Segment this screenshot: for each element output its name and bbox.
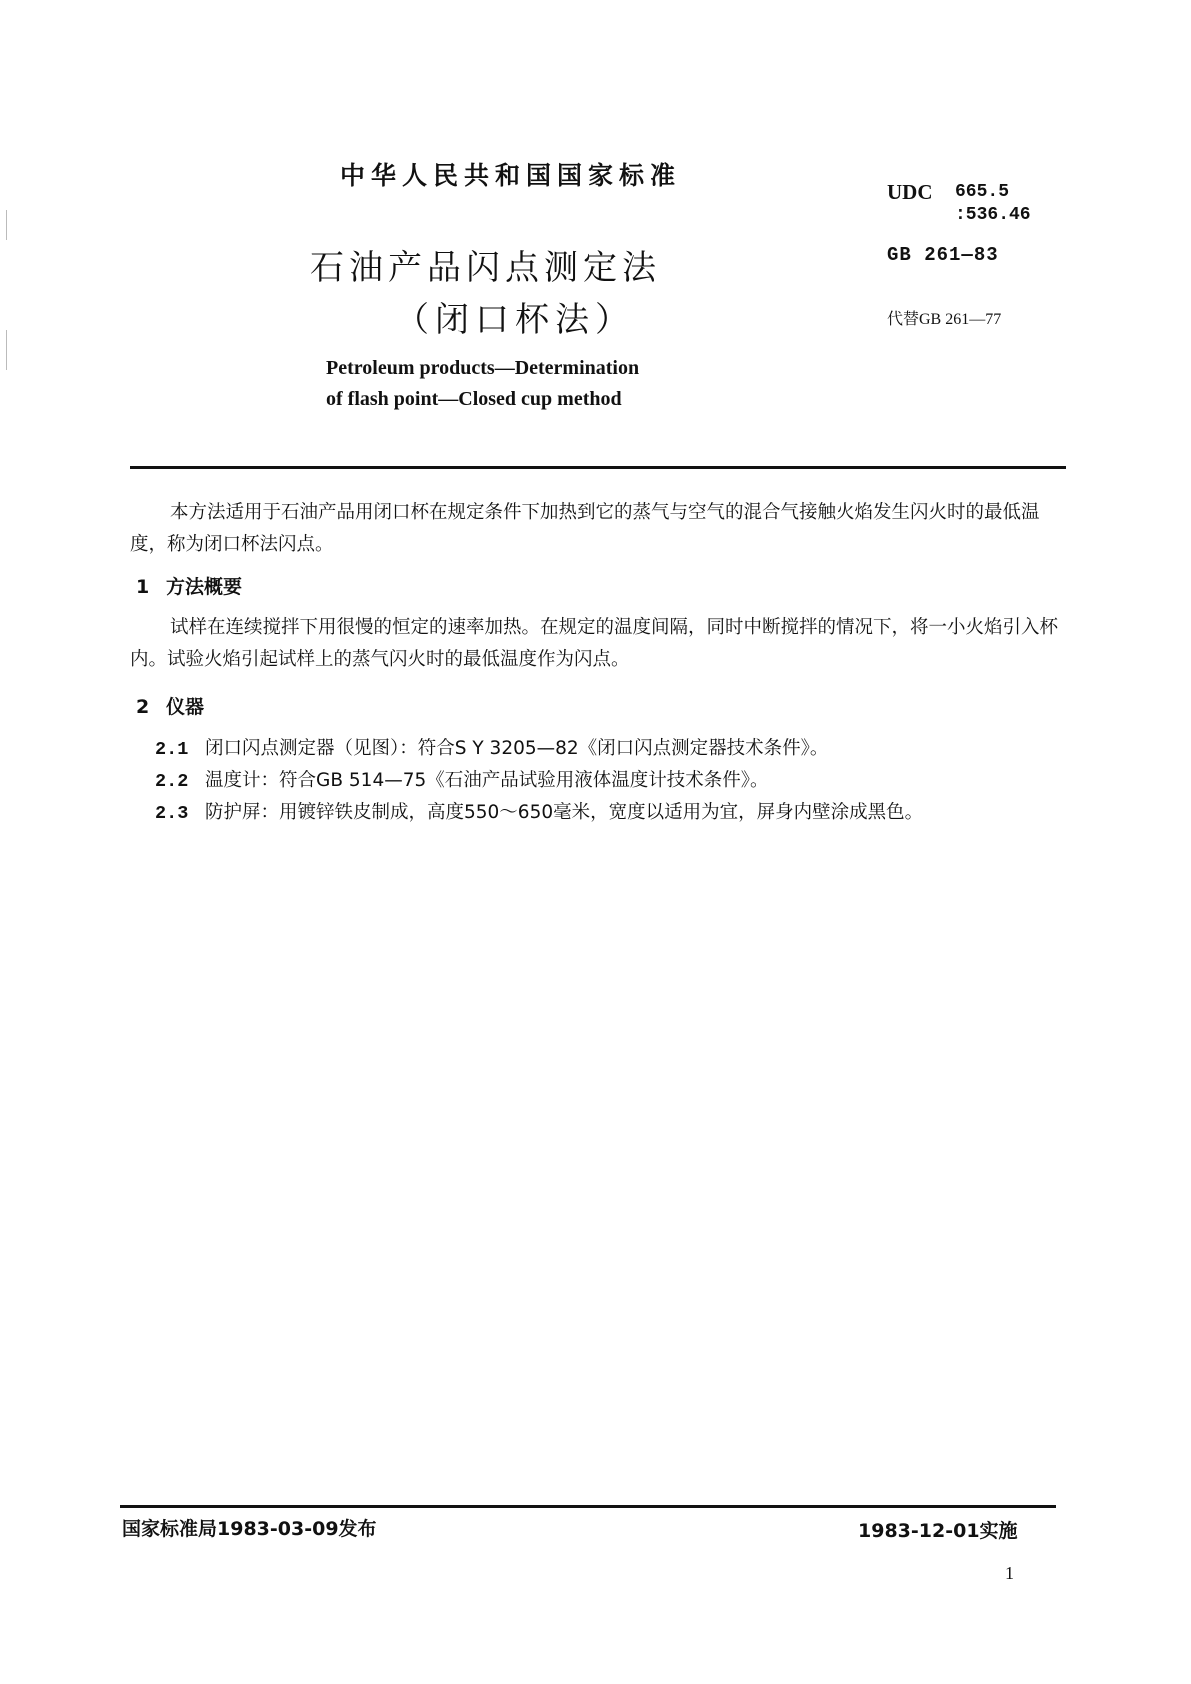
udc-label: UDC xyxy=(887,180,933,204)
item-text: 温度计：符合GB 514—75《石油产品试验用液体温度计技术条件》。 xyxy=(205,770,769,791)
list-item xyxy=(155,766,769,792)
standard-organization: 中华人民共和国国家标准 xyxy=(340,161,682,190)
header-divider xyxy=(130,466,1066,469)
item-number: 2.3 xyxy=(155,803,189,824)
item-text: 防护屏：用镀锌铁皮制成，高度550～650毫米，宽度以适用为宜，屏身内壁涂成黑色。 xyxy=(205,802,924,823)
title-en-line2: of flash point—Closed cup method xyxy=(326,388,622,410)
section1-paragraph: 试样在连续搅拌下用很慢的恒定的速率加热。在规定的温度间隔，同时中断搅拌的情况下，将一小火焰引入杯内。试验火焰引起试样上的蒸气闪火时的最低温度作为闪点。 xyxy=(130,617,1059,670)
item-number: 2.2 xyxy=(155,771,189,792)
section-number: 2 xyxy=(136,696,150,718)
list-item xyxy=(155,798,923,824)
replaces-standard: 代替GB 261—77 xyxy=(887,311,1002,328)
footer-divider xyxy=(120,1505,1056,1508)
item-number: 2.1 xyxy=(155,739,189,760)
issue-date: 国家标准局1983-03-09发布 xyxy=(122,1518,377,1540)
scan-artifact xyxy=(6,210,7,240)
intro-paragraph: 本方法适用于石油产品用闭口杯在规定条件下加热到它的蒸气与空气的混合气接触火焰发生闪火时的最低温度，称为闭口杯法闪点。 xyxy=(130,502,1040,555)
scan-artifact xyxy=(6,330,7,370)
section-heading-1 xyxy=(136,572,242,599)
udc-code-line2: :536.46 xyxy=(955,205,1031,225)
item-text: 闭口闪点测定器（见图）：符合S Y 3205—82《闭口闪点测定器技术条件》。 xyxy=(205,738,829,759)
document-title-en xyxy=(326,353,639,415)
title-en-line1: Petroleum products—Determination xyxy=(326,357,640,379)
list-item xyxy=(155,734,828,760)
effective-date: 1983-12-01实施 xyxy=(858,1520,1018,1542)
gb-standard-number: GB 261—83 xyxy=(887,244,999,266)
section-title: 方法概要 xyxy=(166,576,243,598)
document-subtitle-zh: （闭口杯法） xyxy=(395,300,635,340)
document-title-zh: 石油产品闪点测定法 xyxy=(310,248,661,288)
section-number: 1 xyxy=(136,576,150,598)
section-heading-2 xyxy=(136,692,204,719)
udc-code-line1: 665.5 xyxy=(955,182,1010,202)
section-title: 仪器 xyxy=(166,696,205,718)
page-number: 1 xyxy=(1005,1563,1014,1583)
